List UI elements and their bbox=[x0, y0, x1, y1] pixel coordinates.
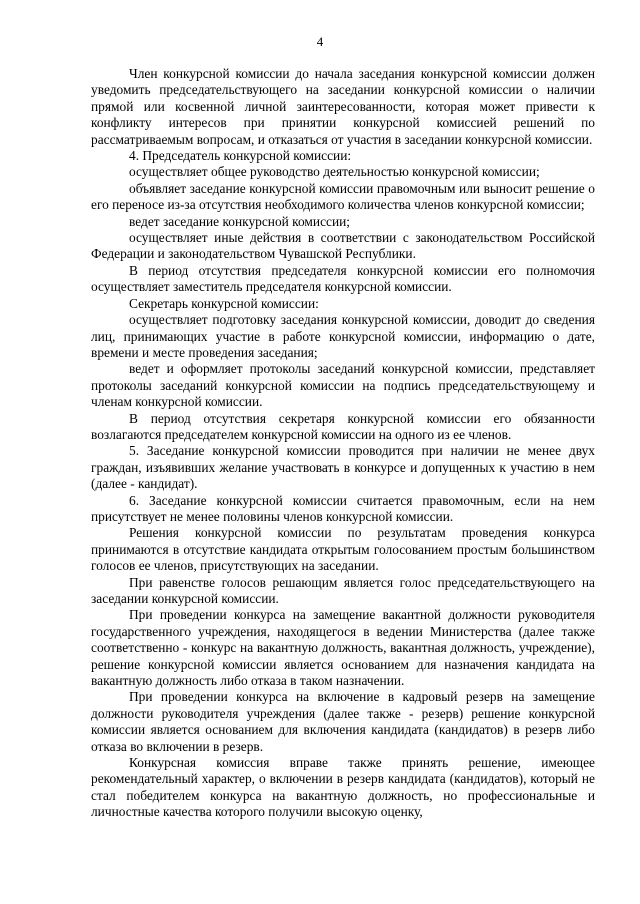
paragraph: В период отсутствия председателя конкурсной комиссии его полномочия осуществляет заместитель председателя конкурсной комиссии. bbox=[91, 262, 595, 295]
paragraph: Решения конкурсной комиссии по результатам проведения конкурса принимаются в отсутствие кандидата открытым голосованием простым большинством голосов ее членов, присутствующих на заседании. bbox=[91, 525, 595, 574]
paragraph: объявляет заседание конкурсной комиссии правомочным или выносит решение о его переносе из-за отсутствия необходимого количества членов конкурсной комиссии; bbox=[91, 180, 595, 213]
document-body bbox=[91, 66, 595, 821]
paragraph: Член конкурсной комиссии до начала заседания конкурсной комиссии должен уведомить председательствующего на заседании конкурсной комиссии о наличии прямой или косвенной личной заинтересованности, которая может привести к конфликту интересов при принятии конкурсной комиссией решений по рассматриваемым вопросам, и отказаться от участия в заседании конкурсной комиссии. bbox=[91, 66, 595, 147]
paragraph: Секретарь конкурсной комиссии: bbox=[129, 295, 319, 311]
paragraph: При проведении конкурса на замещение вакантной должности руководителя государственного учреждения, находящегося в ведении Министерства (далее также соответственно - конкурс на вакантную должность, вакантная должность, учреждение), решение конкурсной комиссии является основанием для назначения кандидата на вакантную должность либо отказа в таком назначении. bbox=[91, 607, 595, 689]
paragraph: осуществляет подготовку заседания конкурсной комиссии, доводит до сведения лиц, принимающих участие в работе конкурсной комиссии, информацию о дате, времени и месте проведения заседания; bbox=[91, 312, 595, 360]
page-number: 4 bbox=[316, 34, 324, 49]
paragraph: При проведении конкурса на включение в кадровый резерв на замещение должности руководителя учреждения (далее также - резерв) решение конкурсной комиссии является основанием для включения кандидата (кандидатов) в резерв либо отказа во включении в резерв. bbox=[91, 689, 595, 754]
paragraph: В период отсутствия секретаря конкурсной комиссии его обязанности возлагаются председателем конкурсной комиссии на одного из ее членов. bbox=[91, 410, 595, 442]
paragraph: 6. Заседание конкурсной комиссии считается правомочным, если на нем присутствует не менее половины членов конкурсной комиссии. bbox=[91, 492, 595, 524]
paragraph: При равенстве голосов решающим является голос председательствующего на заседании конкурсной комиссии. bbox=[91, 574, 595, 606]
paragraph: осуществляет иные действия в соответствии с законодательством Российской Федерации и законодательством Чувашской Республики. bbox=[91, 230, 595, 262]
paragraph: ведет и оформляет протоколы заседаний конкурсной комиссии, представляет протоколы заседаний конкурсной комиссии на подпись председательствующему и членам конкурсной комиссии. bbox=[91, 361, 595, 410]
paragraph: Конкурсная комиссия вправе также принять решение, имеющее рекомендательный характер, о включении в резерв кандидата (кандидатов), который не стал победителем конкурса на вакантную должность, но профессиональные и личностные качества которого получили высокую оценку, bbox=[91, 755, 595, 820]
paragraph: 5. Заседание конкурсной комиссии проводится при наличии не менее двух граждан, изъявивших желание участвовать в конкурсе и допущенных к участию в нем (далее - кандидат). bbox=[91, 443, 595, 492]
paragraph: ведет заседание конкурсной комиссии; bbox=[129, 213, 351, 229]
paragraph: осуществляет общее руководство деятельностью конкурсной комиссии; bbox=[129, 164, 540, 180]
paragraph: 4. Председатель конкурсной комиссии: bbox=[129, 148, 352, 164]
